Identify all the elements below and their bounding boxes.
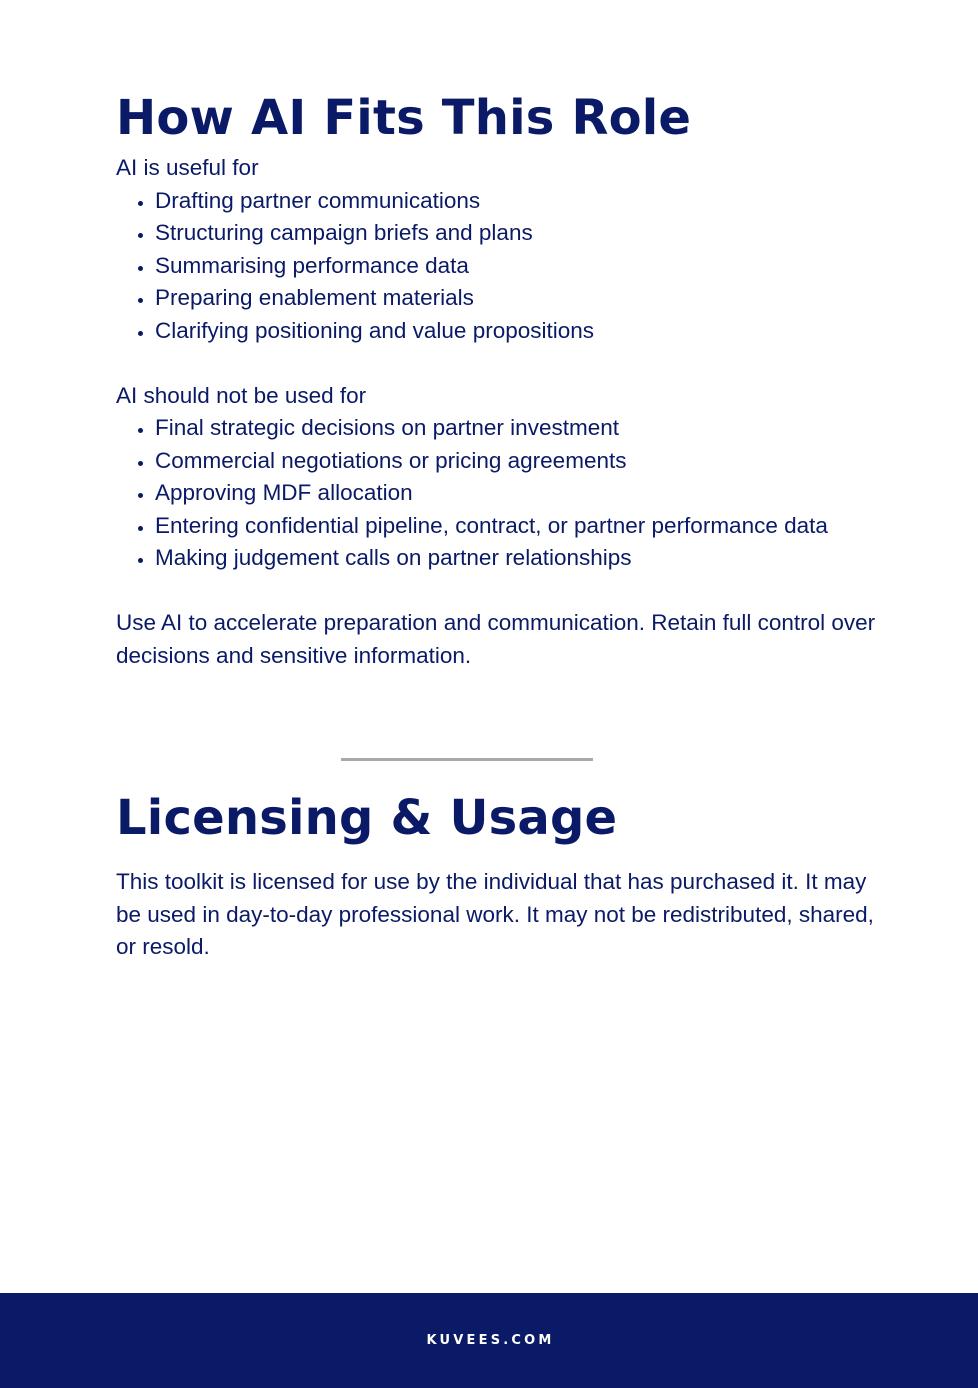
not-used-label: AI should not be used for [116, 382, 367, 408]
section-ai-role [116, 84, 896, 672]
list-item: • Summarising performance data [155, 250, 896, 283]
list-item: • Structuring campaign briefs and plans [155, 217, 896, 250]
list-item: • Commercial negotiations or pricing agreements [155, 445, 896, 478]
list-item: • Clarifying positioning and value propositions [155, 315, 896, 348]
list-item: • Drafting partner communications [155, 185, 896, 218]
useful-list [116, 185, 896, 348]
section-title-licensing: Licensing & Usage [116, 790, 618, 846]
list-item: • Entering confidential pipeline, contract, or partner performance data [155, 510, 896, 543]
section-licensing [116, 784, 896, 964]
footer-bar [0, 1293, 978, 1388]
closing-paragraph: Use AI to accelerate preparation and communication. Retain full control over decisions and sensitive information. [116, 610, 876, 668]
not-used-list [116, 412, 896, 575]
spacer [116, 575, 896, 608]
section-title-ai-role: How AI Fits This Role [116, 90, 692, 146]
useful-label: AI is useful for [116, 155, 259, 180]
list-item: • Final strategic decisions on partner investment [155, 412, 896, 445]
list-item: • Making judgement calls on partner relationships [155, 542, 896, 575]
licensing-paragraph: This toolkit is licensed for use by the individual that has purchased it. It may be used in day-to-day professional work. It may not be redistributed, shared, or resold. [116, 869, 874, 959]
section-divider [341, 758, 593, 761]
list-item: • Approving MDF allocation [155, 477, 896, 510]
list-item: • Preparing enablement materials [155, 282, 896, 315]
spacer [116, 347, 896, 380]
footer-site-link[interactable]: KUVEES.COM [426, 1333, 555, 1348]
